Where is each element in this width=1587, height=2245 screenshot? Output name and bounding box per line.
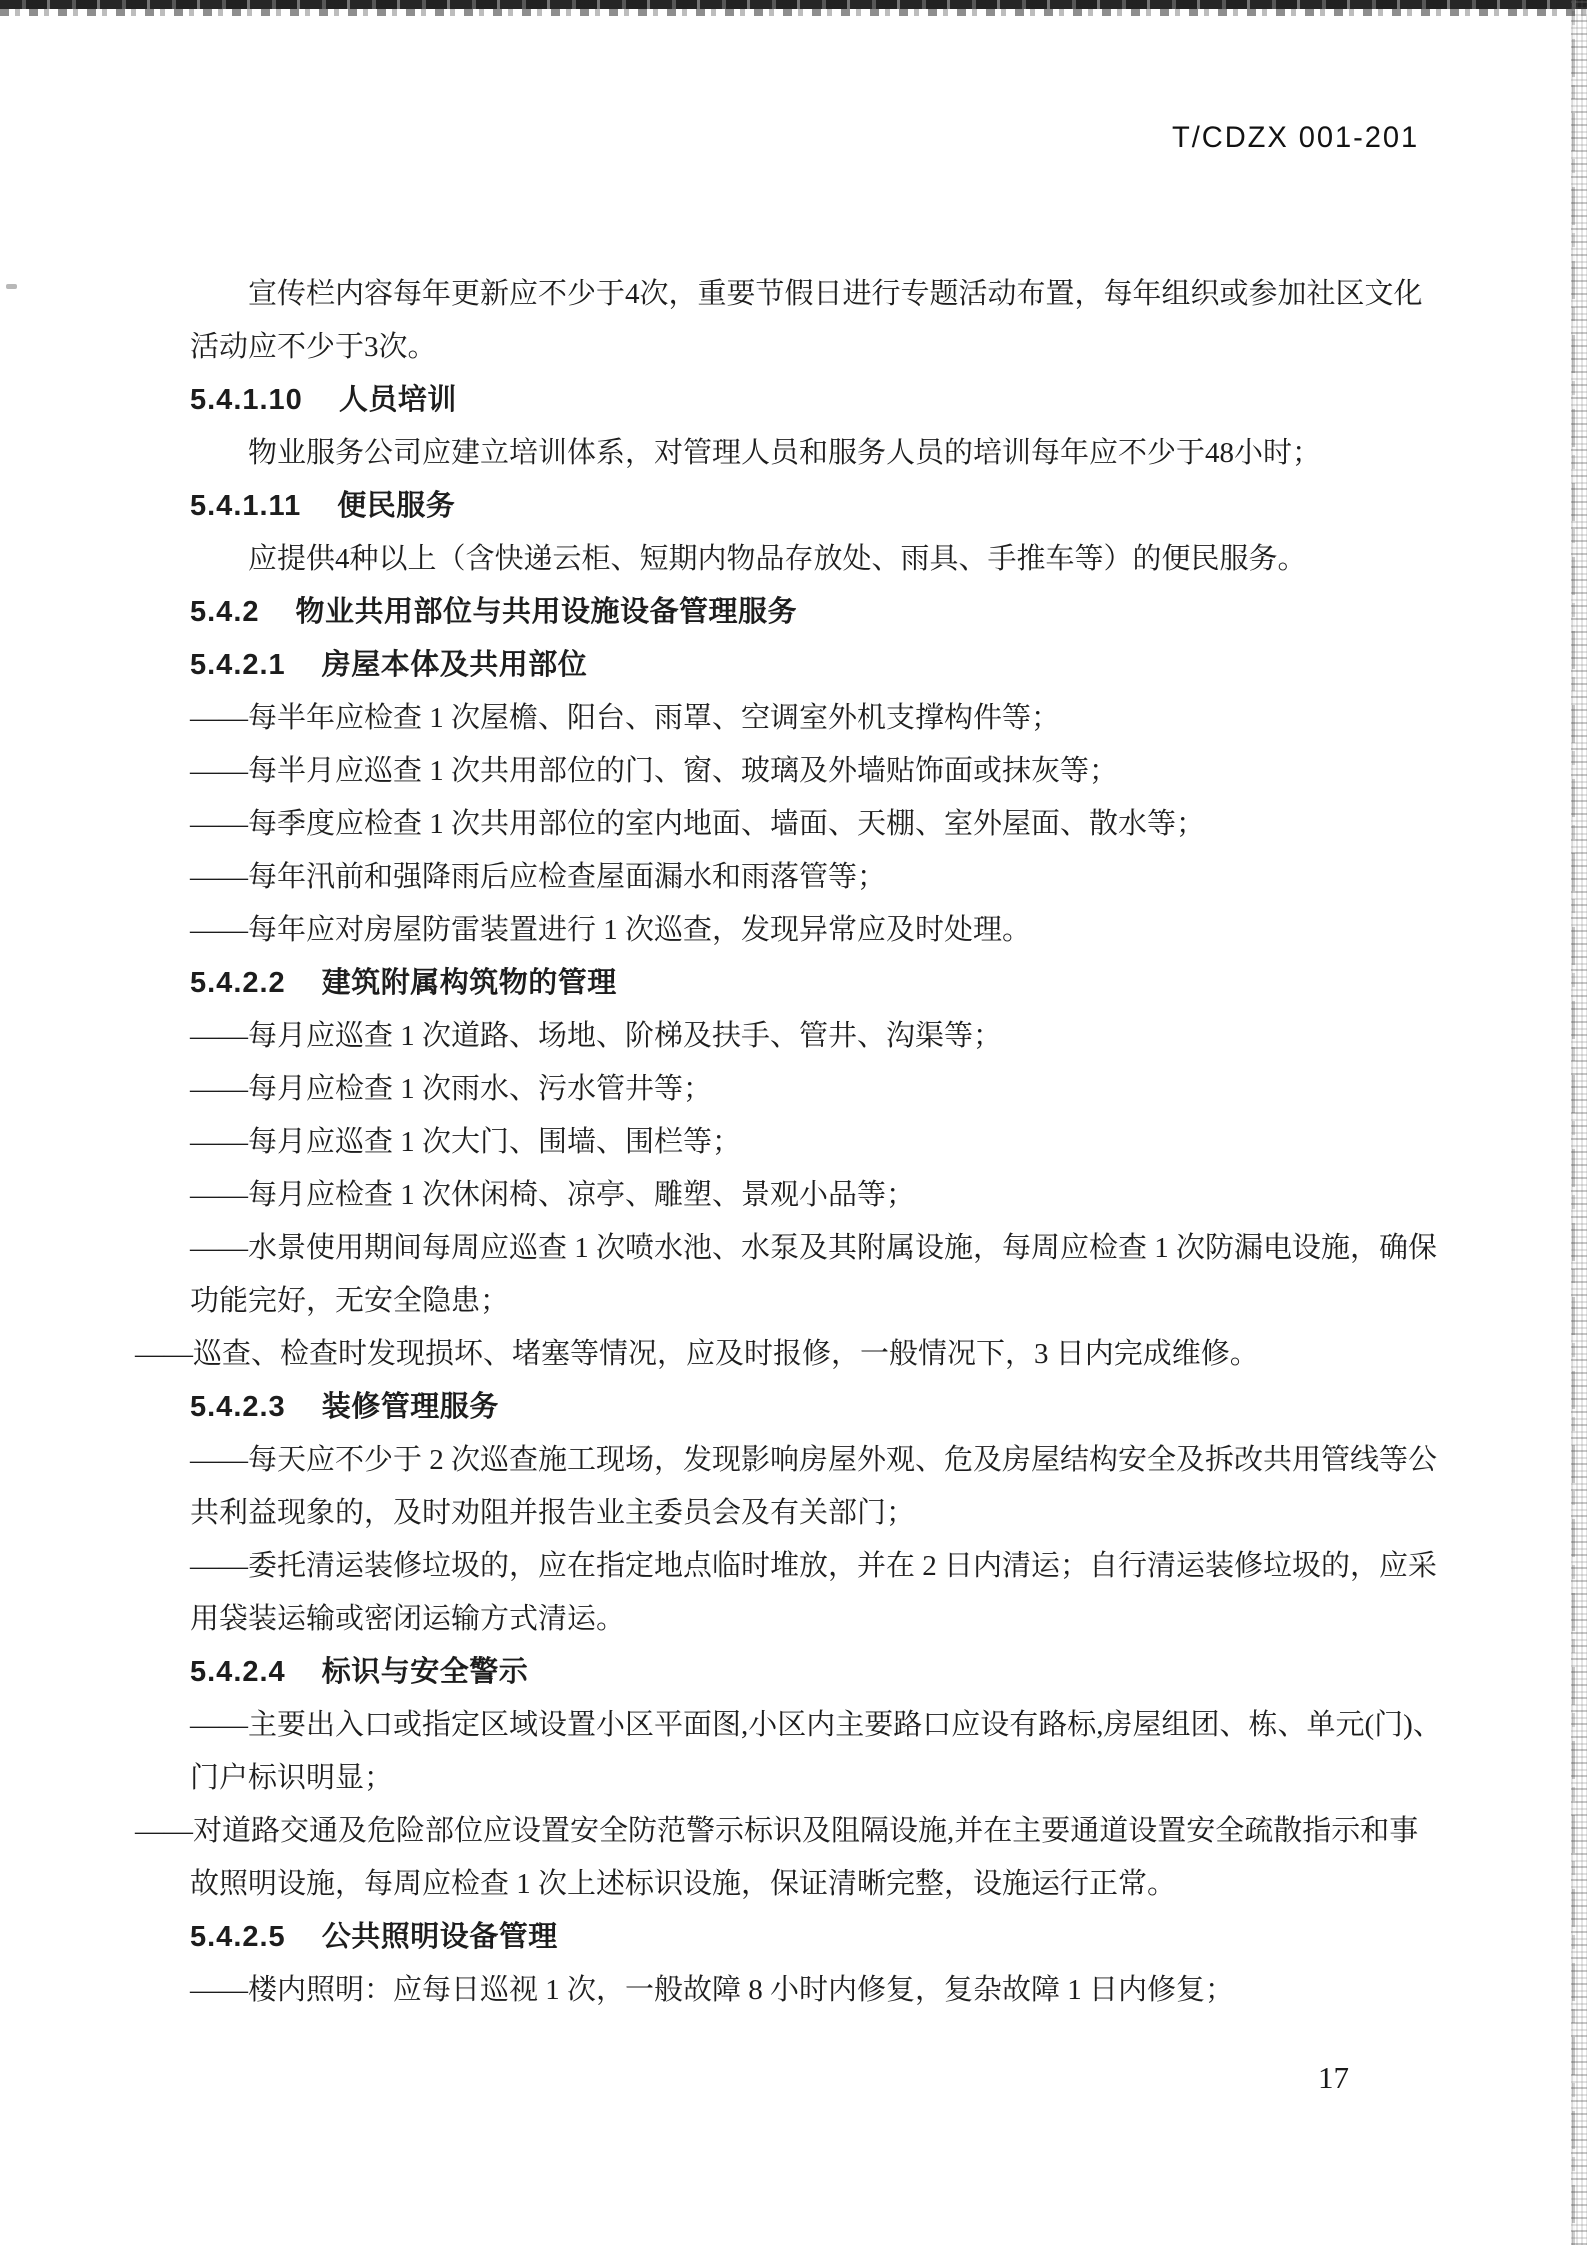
section-title: 建筑附属构筑物的管理 — [321, 967, 617, 999]
section-number: 5.4.1.10 — [190, 384, 303, 416]
text-line: 共利益现象的，及时劝阻并报告业主委员会及有关部门； — [190, 1497, 916, 1529]
text-line: ——每月应检查 1 次休闲椅、凉亭、雕塑、景观小品等； — [190, 1179, 916, 1211]
text-line: 故照明设施，每周应检查 1 次上述标识设施，保证清晰完整，设施运行正常。 — [190, 1868, 1177, 1900]
section-title: 房屋本体及共用部位 — [321, 649, 588, 681]
text-line: ——对道路交通及危险部位应设置安全防范警示标识及阻隔设施,并在主要通道设置安全疏散指示和事 — [135, 1815, 1419, 1847]
section-title: 装修管理服务 — [321, 1391, 499, 1423]
text-line: 物业服务公司应建立培训体系，对管理人员和服务人员的培训每年应不少于48小时； — [248, 437, 1322, 469]
scan-artifact-right-core — [1572, 0, 1575, 2245]
document-lines — [135, 268, 1442, 2017]
text-line: 活动应不少于3次。 — [190, 331, 437, 363]
section-heading-line — [190, 586, 1393, 639]
standard-code-header: T/CDZX 001-201 — [1172, 121, 1420, 154]
section-heading-line — [190, 639, 1393, 692]
text-line: ——每年汛前和强降雨后应检查屋面漏水和雨落管等； — [190, 861, 887, 893]
page-number: 17 — [1318, 2060, 1349, 2095]
section-number: 5.4.2.4 — [190, 1656, 286, 1688]
text-line: 宣传栏内容每年更新应不少于4次，重要节假日进行专题活动布置，每年组织或参加社区文化 — [248, 278, 1423, 310]
section-heading-line — [190, 374, 1393, 427]
scan-artifact-top-band — [0, 0, 1587, 9]
text-line: ——每月应巡查 1 次大门、围墙、围栏等； — [190, 1126, 742, 1158]
section-title: 公共照明设备管理 — [321, 1921, 558, 1953]
section-title: 标识与安全警示 — [321, 1656, 529, 1688]
text-line: ——每年应对房屋防雷装置进行 1 次巡查，发现异常应及时处理。 — [190, 914, 1032, 946]
section-heading-line — [190, 1911, 1393, 1964]
section-title: 人员培训 — [338, 384, 457, 416]
text-line: 门户标识明显； — [190, 1762, 394, 1794]
text-line: ——委托清运装修垃圾的，应在指定地点临时堆放，并在 2 日内清运；自行清运装修垃圾的，应采 — [190, 1550, 1438, 1582]
text-line: ——每半月应巡查 1 次共用部位的门、窗、玻璃及外墙贴饰面或抹灰等； — [190, 755, 1119, 787]
text-line: ——每月应检查 1 次雨水、污水管井等； — [190, 1073, 713, 1105]
text-line: ——巡查、检查时发现损坏、堵塞等情况，应及时报修，一般情况下，3 日内完成维修。 — [135, 1338, 1259, 1370]
section-number: 5.4.1.11 — [190, 490, 302, 522]
text-line: ——每半年应检查 1 次屋檐、阳台、雨罩、空调室外机支撑构件等； — [190, 702, 1061, 734]
section-heading-line — [190, 957, 1393, 1010]
scan-artifact-left-speck — [6, 284, 17, 289]
section-number: 5.4.2.5 — [190, 1921, 286, 1953]
section-number: 5.4.2.1 — [190, 649, 286, 681]
section-number: 5.4.2 — [190, 596, 260, 628]
scan-artifact-top-fray — [0, 9, 1587, 16]
text-line: ——楼内照明：应每日巡视 1 次，一般故障 8 小时内修复，复杂故障 1 日内修复； — [190, 1974, 1235, 2006]
section-heading-line — [190, 1381, 1393, 1434]
section-title: 便民服务 — [337, 490, 456, 522]
section-number: 5.4.2.3 — [190, 1391, 286, 1423]
text-line: ——每季度应检查 1 次共用部位的室内地面、墙面、天棚、室外屋面、散水等； — [190, 808, 1206, 840]
text-line: ——主要出入口或指定区域设置小区平面图,小区内主要路口应设有路标,房屋组团、栋、单元(门)、 — [190, 1709, 1442, 1741]
text-line: ——每月应巡查 1 次道路、场地、阶梯及扶手、管井、沟渠等； — [190, 1020, 1003, 1052]
text-line: ——每天应不少于 2 次巡查施工现场，发现影响房屋外观、危及房屋结构安全及拆改共用管线等公 — [190, 1444, 1438, 1476]
section-heading-line — [190, 1646, 1393, 1699]
text-line: 应提供4种以上（含快递云柜、短期内物品存放处、雨具、手推车等）的便民服务。 — [248, 543, 1307, 575]
text-line: 功能完好，无安全隐患； — [190, 1285, 510, 1317]
text-line: 用袋装运输或密闭运输方式清运。 — [190, 1603, 626, 1635]
section-number: 5.4.2.2 — [190, 967, 286, 999]
section-heading-line — [190, 480, 1393, 533]
text-line: ——水景使用期间每周应巡查 1 次喷水池、水泵及其附属设施，每周应检查 1 次防漏电设施，确保 — [190, 1232, 1438, 1264]
section-title: 物业共用部位与共用设施设备管理服务 — [295, 596, 798, 628]
